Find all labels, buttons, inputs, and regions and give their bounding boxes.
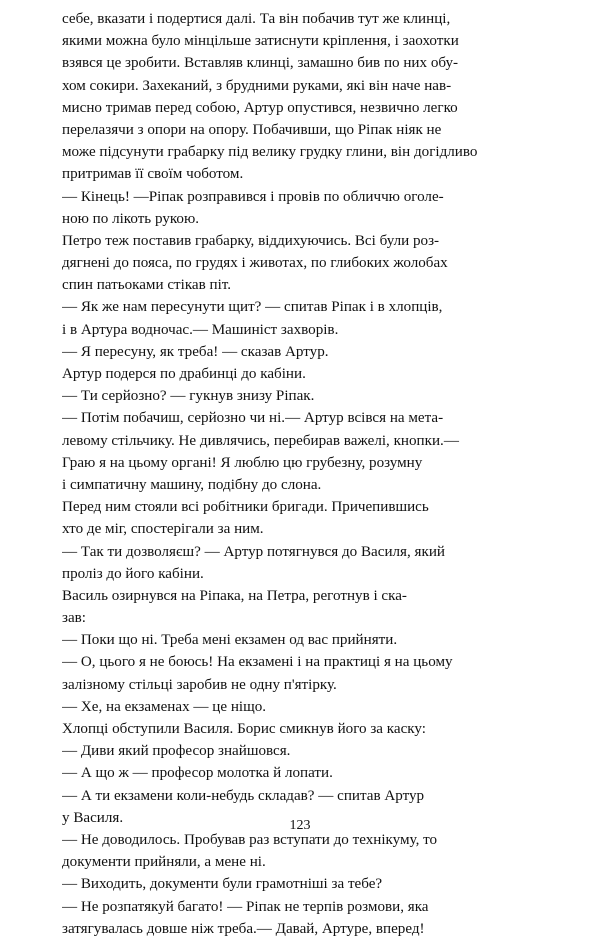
text-line: спин патьоками стікав піт. xyxy=(62,277,232,294)
text-line: документи прийняли, а мене ні. xyxy=(62,854,266,871)
text-line: Василь озирнувся на Ріпака, на Петра, реготнув і ска- xyxy=(62,587,407,604)
text-line: Хлопці обступили Василя. Борис смикнув його за каску: xyxy=(62,721,426,737)
text-line: — А що ж — професор молотка й лопати. xyxy=(62,765,333,782)
text-line: — Так ти дозволяєш? — Артур потягнувся до Василя, який xyxy=(62,543,445,560)
text-line: може підсунути грабарку під велику грудку глини, він догідливо xyxy=(62,144,478,161)
text-line: Перед ним стояли всі робітники бригади. Причепившись xyxy=(62,499,429,516)
text-line: — Не розпатякуй багато! — Ріпак не терпів розмови, яка xyxy=(62,898,429,915)
text-line: у Василя. xyxy=(62,809,124,826)
text-line: якими можна було мінцільше затиснути кріплення, і заохотки xyxy=(62,33,459,50)
text-line: — Виходить, документи були грамотніші за тебе? xyxy=(62,876,383,893)
text-line: хто де міг, спостерігали за ним. xyxy=(62,521,264,538)
text-line: затягувалась довше ніж треба.— Давай, Артуре, вперед! xyxy=(62,920,425,937)
text-line: ною по лікоть рукою. xyxy=(62,210,200,227)
text-line: Петро теж поставив грабарку, віддихуючись. Всі були роз- xyxy=(62,232,440,249)
text-line: і в Артура водночас.— Машиніст захворів. xyxy=(62,321,339,338)
text-line: — Диви який професор знайшовся. xyxy=(62,743,291,760)
text-line: — Кінець! —Ріпак розправився і провів по обличчю оголе- xyxy=(62,188,444,205)
text-line: взявся це зробити. Вставляв клинці, замашно бив по них обу- xyxy=(62,55,459,72)
text-line: дягнені до пояса, по грудях і животах, по глибоких жолобах xyxy=(62,255,448,272)
text-line: залізному стільці заробив не одну п'ятірку. xyxy=(62,676,337,693)
text-line: — О, цього я не боюсь! На екзамені і на практиці я на цьому xyxy=(62,654,453,671)
text-line: і симпатичну машину, подібну до слона. xyxy=(62,476,322,493)
text-line: зав: xyxy=(62,610,86,627)
text-line: — Я пересуну, як треба! — сказав Артур. xyxy=(62,343,329,360)
text-line: — Не доводилось. Пробував раз вступати до технікуму, то xyxy=(62,831,438,848)
text-line: — Потім побачиш, серйозно чи ні.— Артур всівся на мета- xyxy=(62,410,444,427)
text-line: — Хе, на екзаменах — це ніщо. xyxy=(62,698,267,715)
text-line: — Поки що ні. Треба мені екзамен од вас прийняти. xyxy=(62,632,398,649)
text-line: — Ти серйозно? — гукнув знизу Ріпак. xyxy=(62,388,315,405)
text-line: Артур подерся по драбинці до кабіни. xyxy=(62,366,306,382)
text-line: левому стільчику. Не дивлячись, перебирав важелі, кнопки.— xyxy=(62,432,459,449)
text-line: себе, вказати і подертися далі. Та він побачив тут же клинці, xyxy=(62,11,451,27)
text-line: — Як же нам пересунути щит? — спитав Ріпак і в хлопців, xyxy=(62,299,443,316)
body-text xyxy=(62,8,549,940)
text-line: проліз до його кабіни. xyxy=(62,565,204,582)
text-line: перелазячи з опори на опору. Побачивши, що Ріпак ніяк не xyxy=(62,121,442,138)
text-line: Граю я на цьому органі! Я люблю цю грубезну, розумну xyxy=(62,454,423,471)
text-line: — А ти екзамени коли-небудь складав? — спитав Артур xyxy=(62,787,425,804)
text-line: притримав її своїм чоботом. xyxy=(62,166,244,183)
text-line: мисно тримав перед собою, Артур опустився, незвично легко xyxy=(62,99,458,116)
text-line: хом сокири. Захеканий, з брудними руками, які він наче нав- xyxy=(62,77,452,94)
page-number: 123 xyxy=(289,818,311,833)
